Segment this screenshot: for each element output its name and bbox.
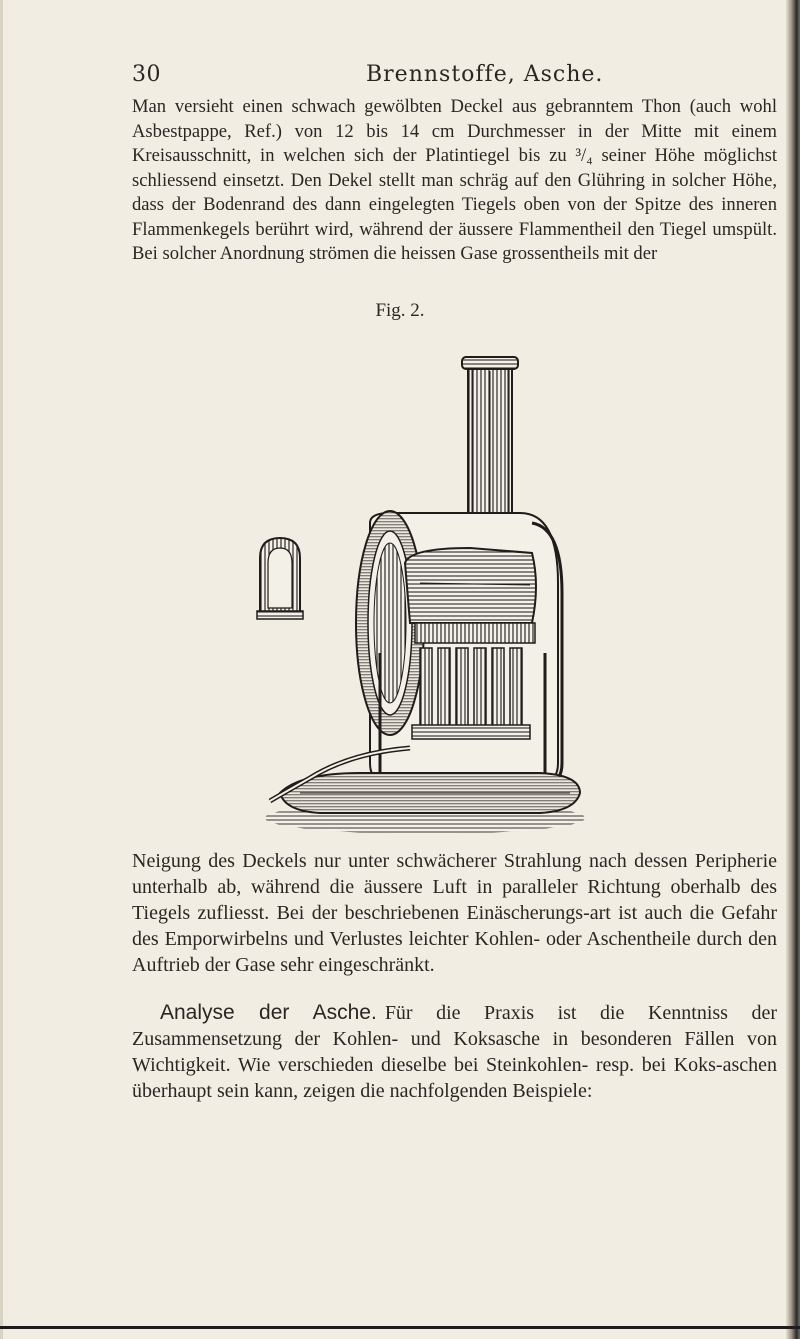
- page-number: 30: [132, 62, 161, 87]
- running-title: Brennstoffe, Asche.: [366, 62, 604, 87]
- section-text: Für die Praxis ist die Kenntniss der Zusammensetzung der Kohlen- und Koksasche in besonderen Fällen von Wichtigkeit. Wie verschieden dieselbe bei Steinkohlen- resp. bei Koks-aschen überhaupt sein kann, zeigen die nachfolgenden Beispiele:: [132, 1002, 777, 1102]
- furnace-illustration: [240, 323, 600, 843]
- page-binding-edge: [786, 0, 800, 1339]
- section-analyse-asche: [132, 1000, 777, 1104]
- paragraph-middle-text: Neigung des Deckels nur unter schwächerer Strahlung nach dessen Peripherie unterhalb ab, während die äussere Luft in paralleler Richtung oberhalb des Tiegels zufliesst. Bei der beschriebenen Einäscherungs-art ist auch die Gefahr des Emporwirbelns und Verlustes leichter Kohlen- oder Aschentheile durch den Auftrieb der Gase sehr eingeschränkt.: [132, 850, 777, 976]
- paragraph-middle: [132, 848, 777, 978]
- page-header: [132, 62, 712, 92]
- page-left-edge: [0, 0, 3, 1339]
- paragraph-top: [132, 95, 777, 267]
- paragraph-top-text: Man versieht einen schwach gewölbten Deckel aus gebranntem Thon (auch wohl Asbestpappe, Ref.) von 12 bis 14 cm Durchmesser in der Mitte mit einem Kreisausschnitt, in welchen sich der Platintiegel bis zu ³/₄ seiner Höhe möglichst schliessend einsetzt. Den Dekel stellt man schräg auf den Glühring in solcher Höhe, dass der Bodenrand des dann eingelegten Tiegels oben von der Spitze des inneren Flammenkegels berührt wird, während der äussere Flammentheil den Tiegel umspült. Bei solcher Anordnung strömen die heissen Gase grossentheils mit der: [132, 96, 777, 264]
- page-bottom-border: [0, 1326, 800, 1329]
- figure-caption: Fig. 2.: [375, 300, 425, 321]
- section-heading: Analyse der Asche.: [160, 1001, 377, 1024]
